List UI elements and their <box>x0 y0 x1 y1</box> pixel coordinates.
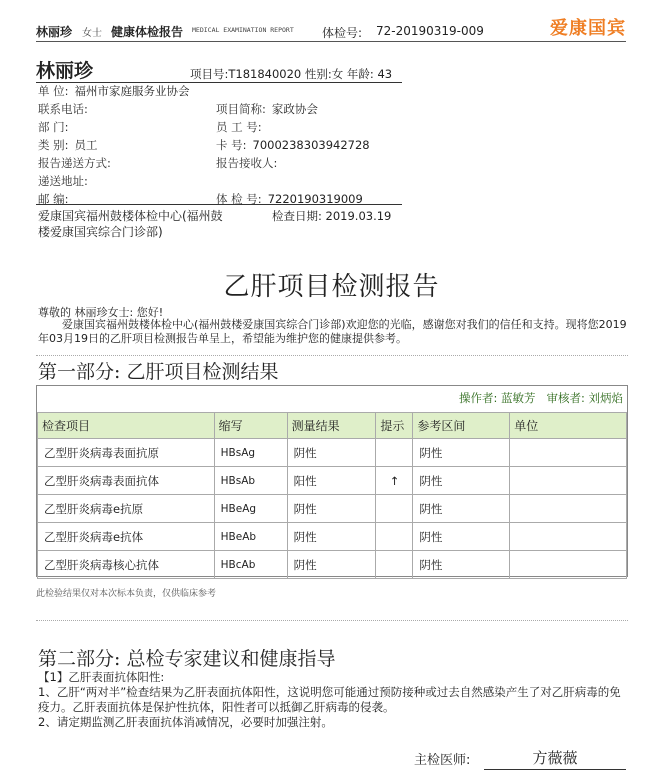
patient-name: 林丽珍 <box>36 60 94 82</box>
column-header: 检查项目 <box>38 413 215 439</box>
info-receiver <box>216 154 277 172</box>
cell-item: 乙型肝炎病毒核心抗体 <box>38 551 215 579</box>
address-label: 递送地址: <box>38 174 88 188</box>
cell-ref: 阴性 <box>413 523 510 551</box>
column-header: 提示 <box>376 413 413 439</box>
cell-abbr: HBsAb <box>214 467 287 495</box>
advice-heading: 【1】乙肝表面抗体阳性: <box>38 670 165 684</box>
doctor-signature: 方薇薇 <box>484 747 626 770</box>
table-row <box>38 439 627 467</box>
cell-unit <box>510 523 627 551</box>
cell-ref: 阴性 <box>413 467 510 495</box>
cell-flag <box>376 551 413 579</box>
header-patient-name: 林丽珍 <box>36 25 73 39</box>
exam-date-label: 检查日期: <box>272 209 322 223</box>
intro-paragraph: 爱康国宾福州鼓楼体检中心(福州鼓楼爱康国宾综合门诊部)欢迎您的光临，感谢您对我们的信任和支持。现将您2019年03月19日的乙肝项目检测报告单呈上，希望能为维护您的健康提供参考。 <box>38 318 627 345</box>
header-exam-no: 72-20190319-009 <box>376 24 484 38</box>
category-label: 类 别: <box>38 138 69 152</box>
cell-item: 乙型肝炎病毒表面抗原 <box>38 439 215 467</box>
header-gender-title: 女士 <box>82 28 102 39</box>
advice-item-1: 1、乙肝“两对半”检查结果为乙肝表面抗体阳性，这说明您可能通过预防接种或过去自然感染产生了对乙肝病毒的免疫力。乙肝表面抗体是保护性抗体，阳性者可以抵御乙肝病毒的侵袭。 <box>38 685 621 714</box>
greeting: 尊敬的 林丽珍女士: 您好! <box>38 306 164 319</box>
unit-label: 单 位: <box>38 84 69 98</box>
column-header: 单位 <box>510 413 627 439</box>
cell-result: 阴性 <box>287 523 376 551</box>
table-row <box>38 467 627 495</box>
report-title: 乙肝项目检测报告 <box>223 272 440 302</box>
exam-no-value: 7220190319009 <box>267 192 363 206</box>
column-header: 参考区间 <box>413 413 510 439</box>
info-category <box>38 136 98 154</box>
info-card <box>216 136 370 154</box>
info-delivery <box>38 154 111 172</box>
project-abbr-label: 项目简称: <box>216 102 266 116</box>
info-postcode <box>38 190 69 208</box>
info-unit <box>38 82 190 100</box>
operator: 操作者: 蓝敏芳 <box>458 391 536 405</box>
table-header-row <box>38 413 627 439</box>
table-row <box>38 495 627 523</box>
doctor-label: 主检医师: <box>414 753 471 768</box>
cell-unit <box>510 439 627 467</box>
cell-abbr: HBcAb <box>214 551 287 579</box>
section-divider <box>36 620 628 621</box>
cell-flag <box>376 439 413 467</box>
column-header: 缩写 <box>214 413 287 439</box>
cell-result: 阴性 <box>287 439 376 467</box>
exam-no-label: 体 检 号: <box>216 192 262 206</box>
header-report-title-en: MEDICAL EXAMINATION REPORT <box>192 26 294 34</box>
exam-center-name: 爱康国宾福州鼓楼体检中心(福州鼓楼爱康国宾综合门诊部) <box>38 209 223 239</box>
info-project-abbr <box>216 100 318 118</box>
delivery-label: 报告递送方式: <box>38 156 111 170</box>
info-dept <box>38 118 69 136</box>
cell-unit <box>510 551 627 579</box>
results-disclaimer: 此检验结果仅对本次标本负责，仅供临床参考 <box>36 589 217 599</box>
exam-date-value: 2019.03.19 <box>325 209 392 223</box>
unit-value: 福州市家庭服务业协会 <box>74 84 190 98</box>
section2-title: 第二部分: 总检专家建议和健康指导 <box>38 648 336 670</box>
cell-abbr: HBeAb <box>214 523 287 551</box>
project-line: 项目号:T181840020 性别:女 年龄: 43 <box>190 67 393 81</box>
results-panel <box>36 385 628 577</box>
cell-ref: 阴性 <box>413 495 510 523</box>
cell-item: 乙型肝炎病毒e抗体 <box>38 523 215 551</box>
cell-result: 阴性 <box>287 551 376 579</box>
cell-abbr: HBsAg <box>214 439 287 467</box>
advice-item-2: 2、请定期监测乙肝表面抗体消减情况，必要时加强注射。 <box>38 715 333 729</box>
cell-ref: 阴性 <box>413 551 510 579</box>
card-label: 卡 号: <box>216 138 247 152</box>
info-phone <box>38 100 88 118</box>
cell-abbr: HBeAg <box>214 495 287 523</box>
report-header <box>36 12 626 42</box>
cell-flag <box>376 495 413 523</box>
cell-ref: 阴性 <box>413 439 510 467</box>
cell-result: 阳性 <box>287 467 376 495</box>
cell-item: 乙型肝炎病毒e抗原 <box>38 495 215 523</box>
section-divider <box>36 355 628 356</box>
postcode-label: 邮 编: <box>38 192 69 206</box>
table-row <box>38 523 627 551</box>
cell-flag <box>376 523 413 551</box>
info-exam-no <box>216 190 363 208</box>
info-address <box>38 172 88 190</box>
section1-title: 第一部分: 乙肝项目检测结果 <box>38 361 279 383</box>
staff-bar <box>459 390 623 406</box>
card-value: 7000238303942728 <box>252 138 370 152</box>
cell-result: 阴性 <box>287 495 376 523</box>
results-table <box>37 412 627 579</box>
info-employee-no <box>216 118 262 136</box>
category-value: 员工 <box>74 138 98 152</box>
cell-unit <box>510 495 627 523</box>
header-exam-no-label: 体检号: <box>322 26 363 40</box>
header-report-title: 健康体检报告 <box>111 25 184 39</box>
table-row <box>38 551 627 579</box>
column-header: 测量结果 <box>287 413 376 439</box>
dept-label: 部 门: <box>38 120 69 134</box>
exam-date <box>272 208 391 224</box>
cell-flag: ↑ <box>376 467 413 495</box>
cell-unit <box>510 467 627 495</box>
brand-logo: 爱康国宾 <box>550 18 626 39</box>
chief-doctor <box>414 749 578 768</box>
receiver-label: 报告接收人: <box>216 156 278 170</box>
info-divider-bottom <box>36 204 402 205</box>
project-abbr-value: 家政协会 <box>271 102 318 116</box>
reviewer: 审核者: 刘炳焰 <box>546 391 623 405</box>
phone-label: 联系电话: <box>38 102 88 116</box>
employee-no-label: 员 工 号: <box>216 120 262 134</box>
cell-item: 乙型肝炎病毒表面抗体 <box>38 467 215 495</box>
